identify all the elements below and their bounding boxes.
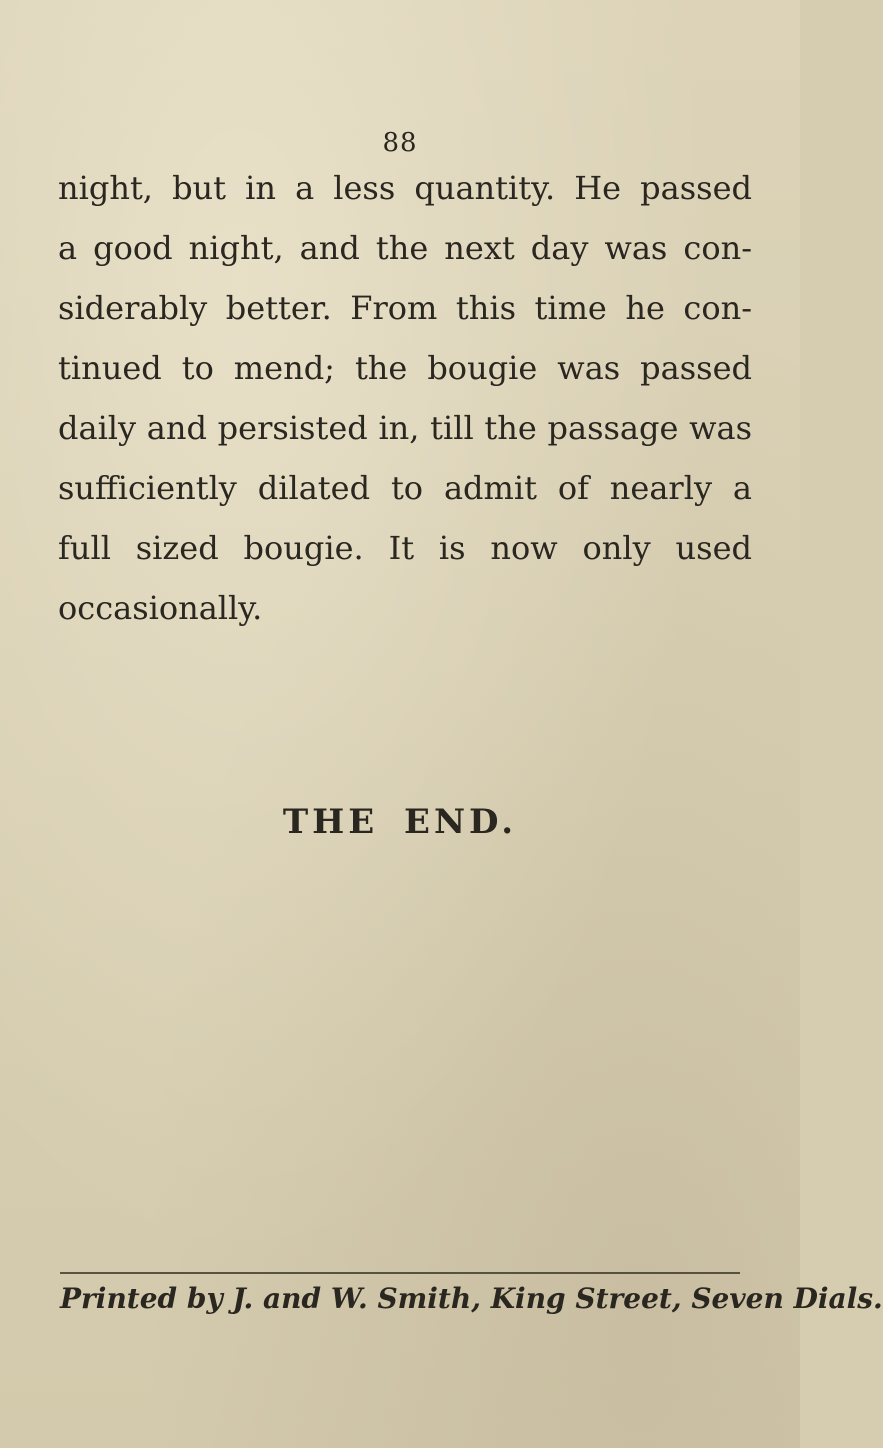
text-line: siderably better. From this time he con- [58,289,752,327]
printer-imprint: Printed by J. and W. Smith, King Street, Seven Dials. [60,1282,883,1315]
text-line: sufficiently dilated to admit of nearly a [58,469,752,507]
text-line: daily and persisted in, till the passage was [58,409,752,447]
text-line: night, but in a less quantity. He passed [58,169,752,207]
divider-rule [60,1272,740,1274]
text-line: tinued to mend; the bougie was passed [58,349,752,387]
end-marker: THE END. [282,802,518,842]
page-number: 88 [382,128,418,158]
text-line: occasionally. [58,589,263,627]
text-line: full sized bougie. It is now only used [58,529,752,567]
text-line: a good night, and the next day was con- [58,229,752,267]
body-text [58,158,752,638]
